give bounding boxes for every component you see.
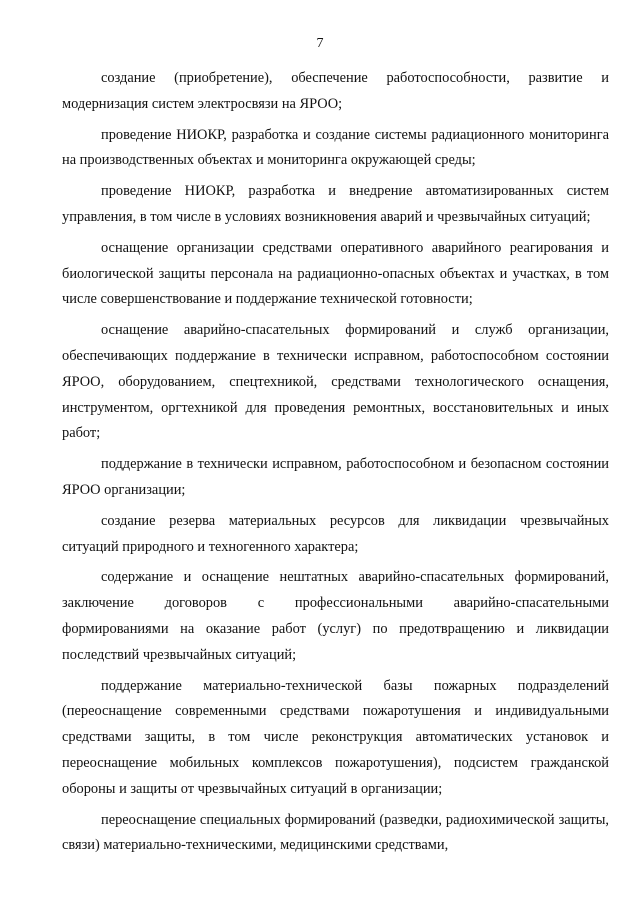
paragraph: оснащение организации средствами оперативного аварийного реагирования и биологической защиты персонала на радиационно-опасных объектах и участках, в том числе совершенствование и поддержание технической готовности; [62, 239, 609, 308]
paragraph: проведение НИОКР, разработка и внедрение автоматизированных систем управления, в том числе в условиях возникновения аварий и чрезвычайных ситуаций; [62, 183, 609, 225]
paragraph: создание резерва материальных ресурсов для ликвидации чрезвычайных ситуаций природного и техногенного характера; [62, 512, 609, 555]
paragraph: проведение НИОКР, разработка и создание системы радиационного мониторинга на производственных объектах и мониторинга окружающей среды; [62, 126, 609, 169]
page-number: 7 [316, 36, 324, 51]
paragraph: поддержание в технически исправном, работоспособном и безопасном состоянии ЯРОО организации; [62, 456, 609, 498]
paragraph: оснащение аварийно-спасательных формирований и служб организации, обеспечивающих поддержание в технически исправном, работоспособном состоянии ЯРОО, оборудованием, спецтехникой, средствами технологического оснащения, инструментом, оргтехникой для проведения ремонтных, восстановительных и иных работ; [62, 322, 609, 442]
paragraph: создание (приобретение), обеспечение работоспособности, развитие и модернизация систем электросвязи на ЯРОО; [62, 70, 609, 112]
paragraph: поддержание материально-технической базы пожарных подразделений (переоснащение современными средствами пожаротушения и индивидуальными средствами защиты, в том числе реконструкция автоматических установок и переоснащение мобильных комплексов пожаротушения), подсистем гражданской обороны и защиты от чрезвычайных ситуаций в организации; [62, 677, 609, 797]
paragraph: содержание и оснащение нештатных аварийно-спасательных формирований, заключение договоров с профессиональными аварийно-спасательными формированиями на оказание работ (услуг) по предотвращению и ликвидации последствий чрезвычайных ситуаций; [62, 569, 609, 663]
document-body [62, 66, 609, 864]
paragraph: переоснащение специальных формирований (разведки, радиохимической защиты, связи) материально-техническими, медицинскими средствами, [62, 811, 609, 854]
